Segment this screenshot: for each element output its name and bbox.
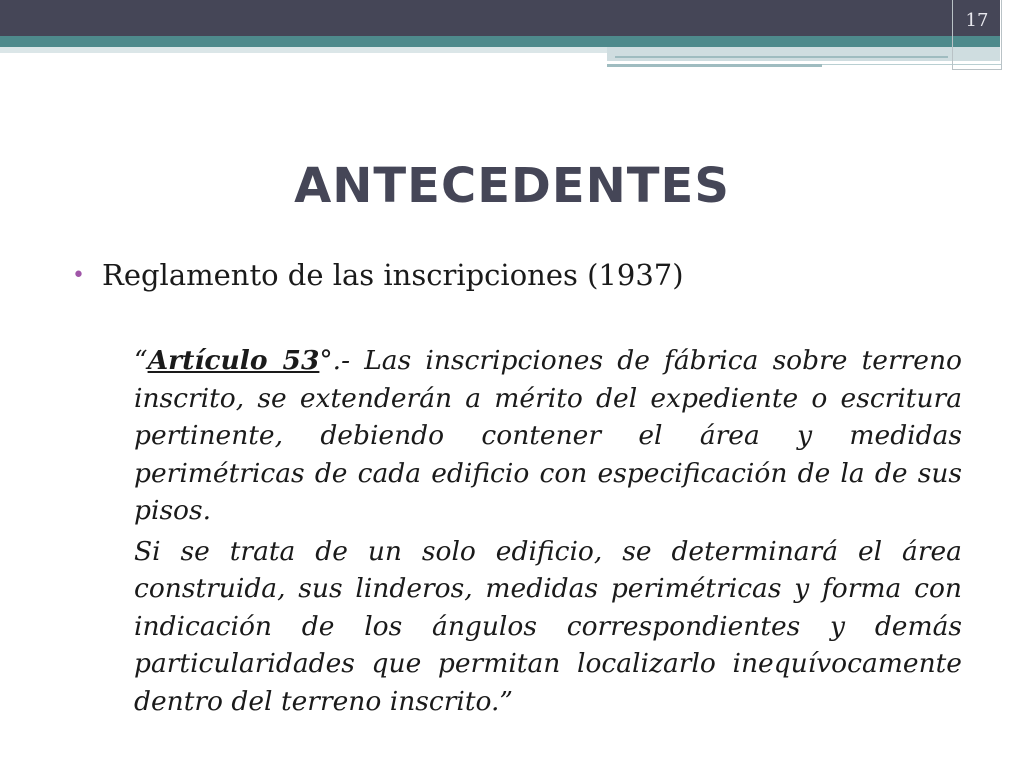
- bullet-icon: •: [72, 263, 85, 288]
- bullet-text: Reglamento de las inscripciones (1937): [102, 258, 684, 292]
- header-accent-line: [607, 64, 822, 67]
- quote-paragraph: Si se trata de un solo edificio, se determinará el área construida, sus linderos, medidas perimétricas y forma con indicación de los ángulos correspondientes y demás particularidades que permitan localizarlo inequívocamente dentro del terreno inscrito.”: [134, 535, 962, 717]
- header-teal-band: [0, 36, 1000, 47]
- quote-paragraph: [134, 342, 962, 530]
- slide-number: 17: [965, 10, 989, 31]
- open-quote-mark: “: [134, 345, 148, 376]
- article-label: Artículo 53: [147, 345, 320, 376]
- header-dark-band: [0, 0, 1000, 36]
- quote-block: [134, 342, 962, 720]
- quote-paragraph-text: °.- Las inscripciones de fábrica sobre terreno inscrito, se extenderán a mérito del expediente o escritura pertinente, debiendo contener el área y medidas perimétricas de cada edificio con especificación de la de sus pisos.: [134, 345, 962, 526]
- header-accent-block: [607, 47, 1000, 61]
- bullet-item: [72, 258, 684, 292]
- header-pale-band: [0, 47, 620, 53]
- header-accent-line: [615, 56, 948, 58]
- slide-title: ANTECEDENTES: [294, 158, 730, 214]
